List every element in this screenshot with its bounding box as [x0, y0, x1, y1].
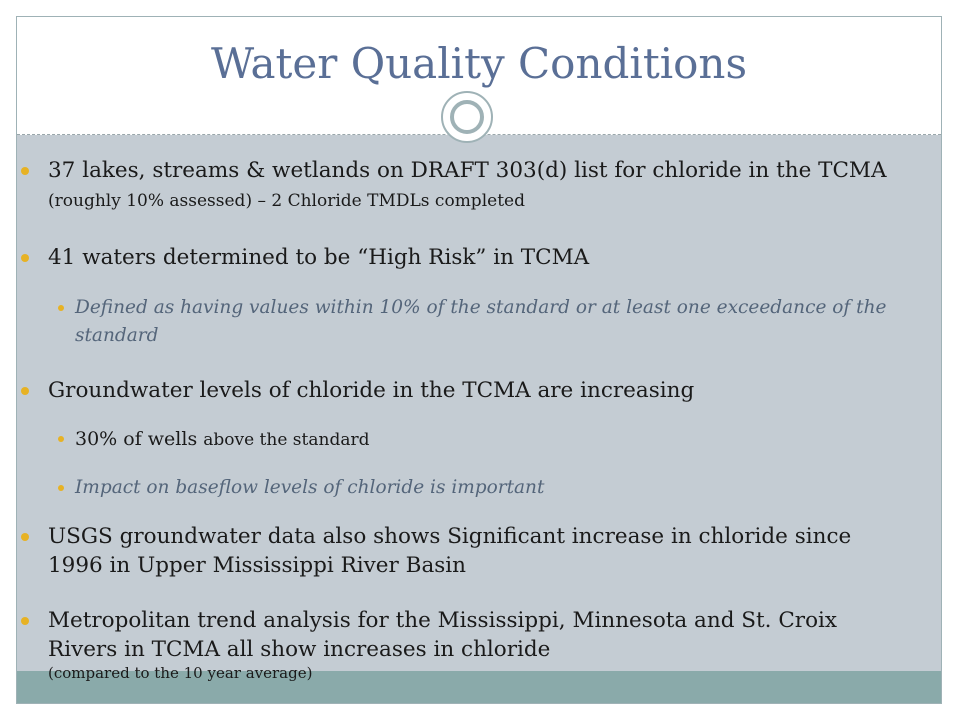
bullet-text: Groundwater levels of chloride in the TCMA are increasing — [48, 378, 695, 403]
circle-ornament-inner — [450, 100, 484, 134]
bullet-dot — [21, 167, 29, 175]
sub-bullet-dot — [58, 485, 64, 491]
bullet-text: Metropolitan trend analysis for the Mississippi, Minnesota and St. Croix Rivers in TCMA all show increases in chloride — [48, 608, 838, 662]
bullet-dot — [21, 254, 29, 262]
sub-bullet-wells — [75, 425, 895, 454]
sub-bullet-text: Impact on baseflow levels of chloride is important — [75, 477, 545, 498]
sub-bullet-text: 30% of wells — [75, 428, 204, 450]
bullet-dot — [21, 387, 29, 395]
sub-bullet-baseflow — [75, 474, 895, 502]
bullet-text: 41 waters determined to be “High Risk” in TCMA — [48, 245, 590, 270]
sub-bullet-high-risk-definition — [75, 294, 895, 350]
circle-ornament-icon — [441, 91, 493, 143]
sub-bullet-dot — [58, 436, 64, 442]
bullet-metropolitan-trend — [48, 606, 908, 664]
bullet-text: USGS groundwater data also shows Significant increase in chloride since 1996 in Upper Mississippi River Basin — [48, 524, 852, 578]
sub-bullet-text-small: above the standard — [203, 430, 370, 450]
bullet-dot — [21, 617, 29, 625]
bullet-text-small: (roughly 10% assessed) – 2 Chloride TMDLs completed — [48, 191, 525, 211]
bullet-usgs — [48, 522, 908, 580]
sub-bullet-text: Defined as having values within 10% of the standard or at least one exceedance of the standard — [75, 297, 887, 346]
slide-title: Water Quality Conditions — [210, 39, 748, 88]
bullet-dot — [21, 533, 29, 541]
footnote: (compared to the 10 year average) — [48, 664, 313, 682]
bullet-groundwater — [48, 376, 908, 405]
bullet-high-risk — [48, 243, 908, 272]
bullet-303d-list — [48, 156, 908, 216]
bullet-text: 37 lakes, streams & wetlands on DRAFT 303(d) list for chloride in the TCMA — [48, 158, 887, 183]
sub-bullet-dot — [58, 305, 64, 311]
